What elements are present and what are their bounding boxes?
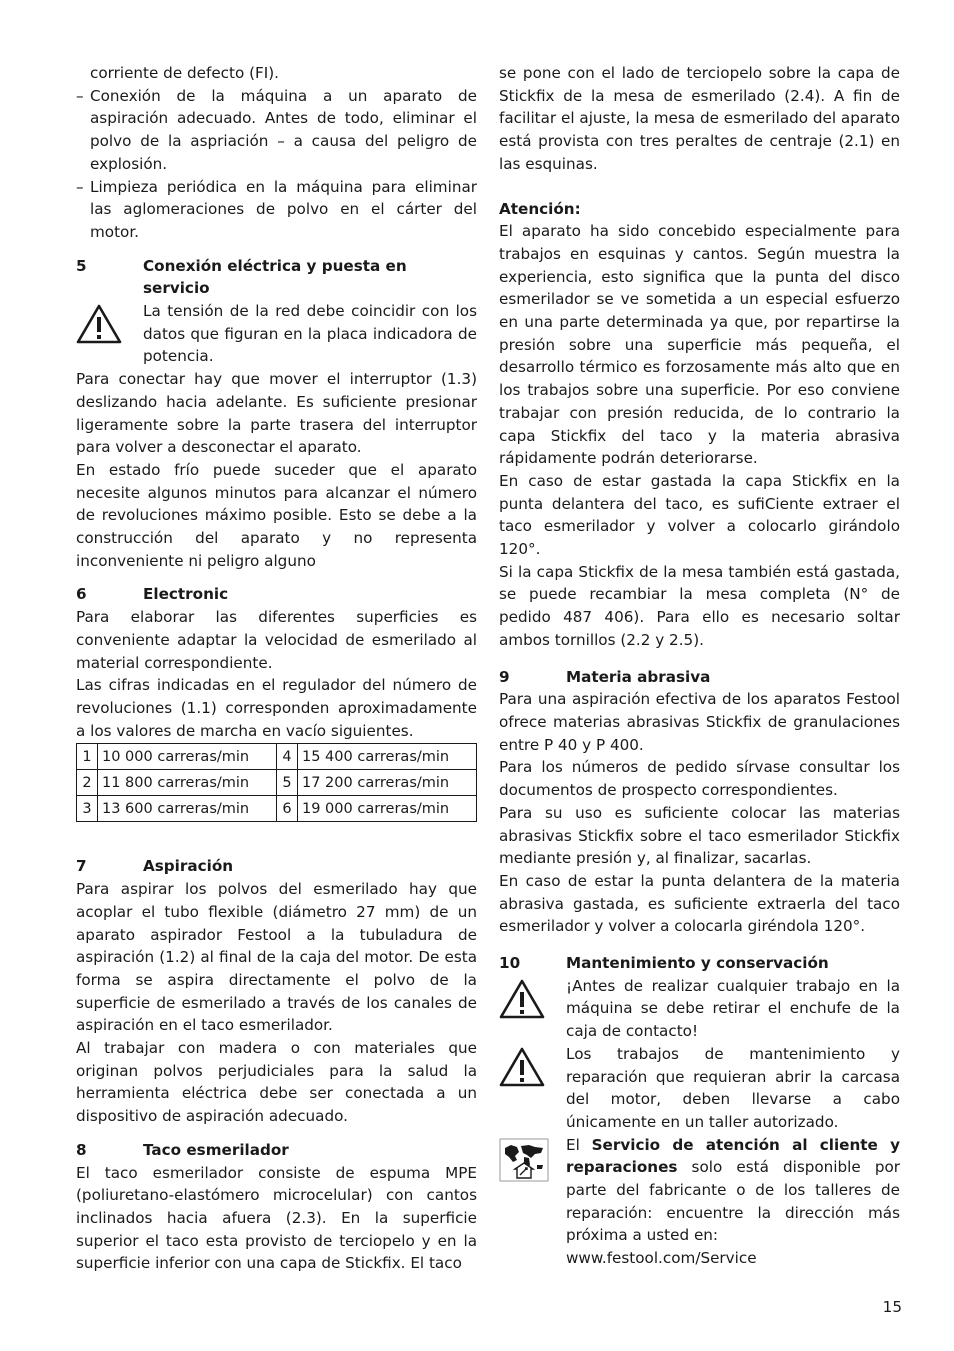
paragraph: Al trabajar con madera o con materiales que originan polvos perjudiciales para la salud la herramienta eléctrica debe ser conectada a un dispositivo de aspiración adecuado. [76, 1039, 477, 1126]
table-cell: 3 [77, 796, 98, 822]
section-5-heading [76, 255, 477, 300]
bullet-extraction: – Conexión de la máquina a un aparato de aspiración adecuado. Antes de todo, eliminar el polvo de la aspriación – a causa del peligro de explosión. [76, 85, 477, 176]
section-number: 7 [76, 857, 87, 876]
section-9-heading [499, 666, 900, 689]
table-cell: 19 000 carreras/min [298, 796, 477, 822]
paragraph: En caso de estar gastada la capa Stickfix en la punta delantera del taco, es sufiCiente extraer el taco esmerilador y volver a colocarlo girándolo 120°. [499, 471, 900, 559]
service-text-bold: Servicio de atención al cliente y reparaciones [566, 1135, 900, 1177]
paragraph: Si la capa Stickfix de la mesa también está gastada, se puede recambiar la mesa completa (N° de pedido 487 406). Para ello es necesario soltar ambos tornillos (2.2 y 2.5). [499, 562, 900, 649]
speed-table [76, 743, 477, 822]
table-row [77, 770, 477, 796]
table-cell: 4 [277, 744, 298, 770]
section-title: Taco esmerilador [143, 1140, 289, 1159]
paragraph: Para conectar hay que mover el interruptor (1.3) deslizando hacia adelante. Es suficiente presionar ligeramente sobre la parte trasera del interruptor para volver a desconectar el aparato. [76, 370, 477, 457]
bullet-cleaning: – Limpieza periódica en la máquina para eliminar las aglomeraciones de polvo en el cárter del motor. [76, 176, 477, 244]
section-7-heading [76, 855, 477, 878]
paragraph: En estado frío puede suceder que el aparato necesite algunos minutos para alcanzar el número de revoluciones máximo posible. Esto se debe a la construcción del aparato y no representa inconveniente ni peligro alguno [76, 460, 477, 570]
service-text [566, 1134, 900, 1270]
maintenance-warning-1 [499, 975, 900, 1043]
paragraph: El taco esmerilador consiste de espuma MPE (poliuretano-elastómero microcelular) con cantos inclinados hacia afuera (2.3). En la superficie superior el taco esta provisto de terciopelo y en la superficie inferior con una capa de Stickfix. El taco [76, 1163, 477, 1273]
warning-text: La tensión de la red debe coincidir con los datos que figuran en la placa indicadora de potencia. [143, 302, 477, 366]
spacer [499, 176, 900, 198]
table-cell: 15 400 carreras/min [298, 744, 477, 770]
spacer [76, 822, 477, 844]
section-8-heading [76, 1139, 477, 1162]
section-number: 5 [76, 256, 87, 275]
paragraph: Para elaborar las diferentes superficies es conveniente adaptar la velocidad de esmerilado al material correspondiente. [76, 608, 477, 672]
section-number: 6 [76, 585, 87, 604]
section-title: Aspiración [143, 857, 234, 876]
section-title: Conexión eléctrica y puesta en servicio [143, 256, 407, 298]
table-cell: 6 [277, 796, 298, 822]
warning-text: ¡Antes de realizar cualquier trabajo en la máquina se debe retirar el enchufe de la caja de contacto! [566, 976, 900, 1041]
section-5-warning [76, 300, 477, 368]
table-cell: 11 800 carreras/min [98, 770, 277, 796]
paragraph: Para los números de pedido sírvase consultar los documentos de prospecto correspondientes. [499, 758, 900, 800]
service-world-map-icon [499, 1134, 566, 1189]
paragraph: En caso de estar la punta delantera de la materia abrasiva gastada, es suficiente extraerla del taco esmerilador y volver a colocarla giréndola 120°. [499, 871, 900, 936]
left-column [76, 62, 477, 1275]
section-number: 9 [499, 667, 510, 686]
warning-triangle-icon [499, 975, 566, 1026]
table-cell: 1 [77, 744, 98, 770]
warning-triangle-icon [76, 300, 143, 351]
paragraph: Para aspirar los polvos del esmerilado hay que acoplar el tubo flexible (diámetro 27 mm) de un aparato aspirador Festool a la tubuladura de aspiración (1.2) al final de la caja del motor. De esta forma se aspira directamente el polvo de la superficie de esmerilado a través de los canales de aspiración en el taco esmerilador. [76, 880, 477, 1035]
paragraph: Para una aspiración efectiva de los aparatos Festool ofrece materias abrasivas Stickfix de granulaciones entre P 40 y P 400. [499, 690, 900, 754]
right-column [499, 62, 900, 1270]
section-title: Materia abrasiva [566, 667, 711, 686]
table-cell: 10 000 carreras/min [98, 744, 277, 770]
paragraph: Las cifras indicadas en el regulador del número de revoluciones (1.1) corresponden aproximadamente a los valores de marcha en vacío siguientes. [76, 676, 477, 740]
paragraph: Para su uso es suficiente colocar las materias abrasivas Stickfix sobre el taco esmerilador Stickfix mediante presión y, al finalizar, sacarlas. [499, 803, 900, 868]
table-cell: 5 [277, 770, 298, 796]
warning-triangle-icon [499, 1043, 566, 1094]
table-row [77, 796, 477, 822]
section-title: Mantenimiento y conservación [566, 954, 829, 973]
table-cell: 13 600 carreras/min [98, 796, 277, 822]
table-cell: 17 200 carreras/min [298, 770, 477, 796]
service-url-link[interactable]: www.festool.com/Service [566, 1249, 757, 1268]
warning-text: Los trabajos de mantenimiento y reparación que requieran abrir la carcasa del motor, deben llevarse a cabo únicamente en un taller autorizado. [566, 1044, 900, 1131]
table-cell: 2 [77, 770, 98, 796]
paragraph: se pone con el lado de terciopelo sobre la capa de Stickfix de la mesa de esmerilado (2.4). A fin de facilitar el ajuste, la mesa de esmerilado del aparato está provista con tres peraltes de centraje (2.1) en las esquinas. [499, 64, 900, 173]
intro-line: corriente de defecto (FI). [90, 64, 279, 82]
service-text-post: solo está disponible por parte del fabricante o de los talleres de reparación: encuentre la dirección más próxima a usted en: [566, 1158, 900, 1245]
section-number: 10 [499, 954, 521, 973]
maintenance-warning-2 [499, 1043, 900, 1134]
service-info [499, 1134, 900, 1270]
section-number: 8 [76, 1140, 87, 1159]
section-6-heading [76, 583, 477, 606]
section-title: Electronic [143, 585, 229, 604]
page-number: 15 [882, 1298, 902, 1316]
table-row [77, 744, 477, 770]
service-text-pre: El [566, 1135, 592, 1154]
section-10-heading [499, 952, 900, 975]
paragraph: El aparato ha sido concebido especialmente para trabajos en esquinas y cantos. Según muestra la experiencia, esto significa que la punta del disco esmerilador se ve sometida a un especial esfuerzo en una parte determinada ya que, por repartirse la presión sobre una superficie más pequeña, el desarrollo térmico es forzosamente más alto que en los trabajos sobre una superficie. Por eso conviene trabajar con presión reducida, de lo contrario la capa Stickfix del taco y la materia abrasiva rápidamente podrán deteriorarse. [499, 222, 900, 468]
attention-label: Atención: [499, 199, 581, 218]
